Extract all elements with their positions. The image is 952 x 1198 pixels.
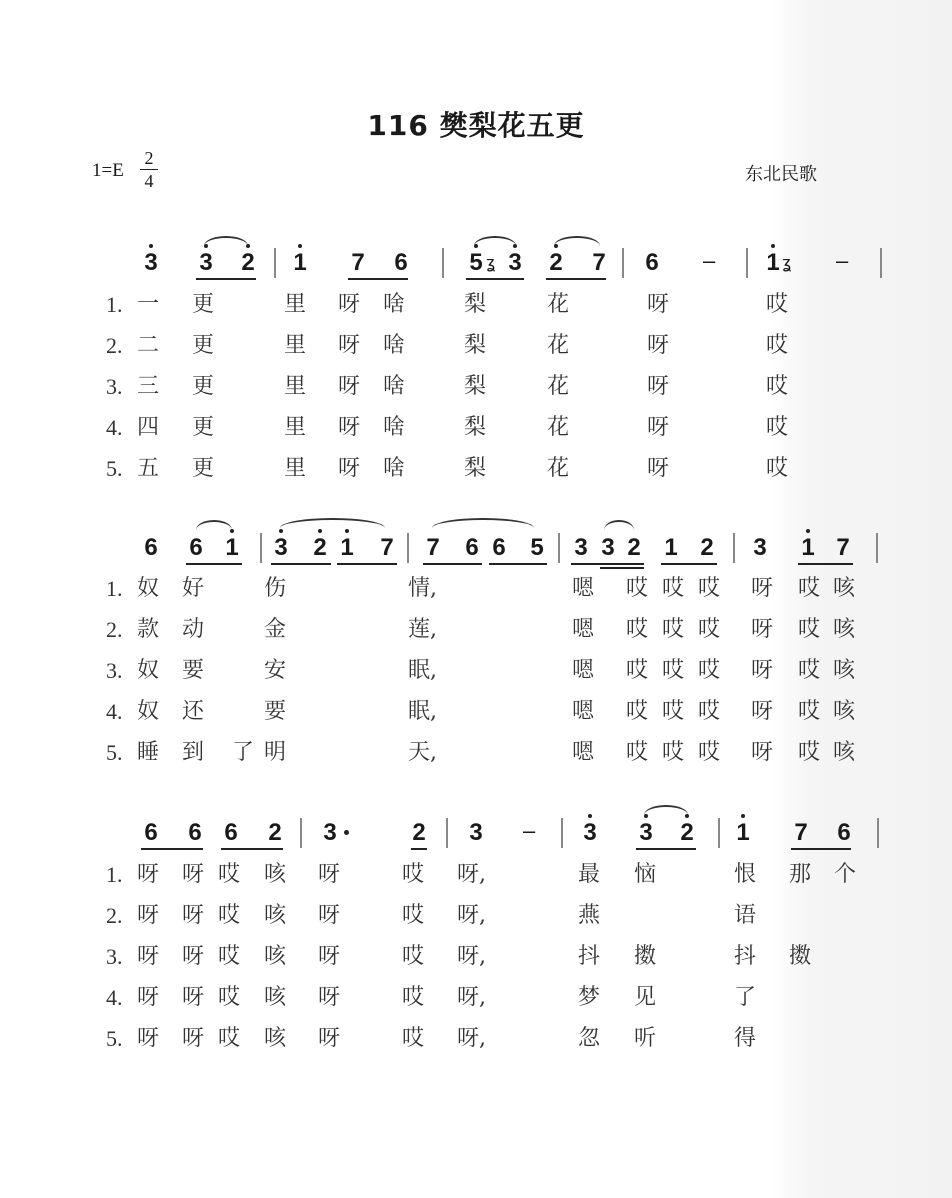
bar-line xyxy=(446,818,448,848)
lyric: 二 xyxy=(137,333,160,358)
note: 3 xyxy=(508,249,522,276)
lyric: 奴 xyxy=(137,576,160,601)
lyric: 奴 xyxy=(137,658,160,683)
lyric: 擞 xyxy=(634,944,657,969)
lyric: 哎 xyxy=(662,658,685,683)
lyric: 莲, xyxy=(408,617,437,642)
lyric: 哎 xyxy=(402,1026,425,1051)
lyric: 嗯 xyxy=(572,740,595,765)
verse-number: 2. xyxy=(106,903,123,928)
lyric: 了 xyxy=(232,740,255,765)
high-octave-dot xyxy=(345,529,349,533)
lyric: 哎 xyxy=(766,456,789,481)
lyric: 款 xyxy=(137,617,160,642)
lyric: 哎 xyxy=(662,617,685,642)
lyric: 那 xyxy=(789,862,812,887)
note: 3 xyxy=(144,249,158,276)
lyric: 呀 xyxy=(137,985,160,1010)
lyric: 明 xyxy=(264,740,287,765)
lyric: 咳 xyxy=(833,617,856,642)
lyric: 呀 xyxy=(318,985,341,1010)
lyric: 呀 xyxy=(338,292,361,317)
note: 3 xyxy=(753,534,767,561)
lyric: 伤 xyxy=(264,576,287,601)
lyric: 咳 xyxy=(264,944,287,969)
verse-number: 4. xyxy=(106,415,123,440)
lyric: 咳 xyxy=(264,1026,287,1051)
lyric: 动 xyxy=(182,617,205,642)
note: 1 xyxy=(736,819,750,846)
lyric: 哎 xyxy=(402,862,425,887)
slur xyxy=(644,805,688,815)
note: 6 xyxy=(645,249,659,276)
note: 3 xyxy=(574,534,588,561)
lyric: 呀 xyxy=(137,903,160,928)
high-octave-dot xyxy=(588,814,592,818)
bar-line xyxy=(407,533,409,563)
time-sig-line xyxy=(140,169,158,170)
note: 2 xyxy=(549,249,563,276)
lyric: 哎 xyxy=(698,699,721,724)
lyric: 哎 xyxy=(662,576,685,601)
lyric: 哎 xyxy=(626,576,649,601)
time-signature xyxy=(140,148,158,191)
high-octave-dot xyxy=(771,244,775,248)
lyric: 哎 xyxy=(698,658,721,683)
sixteenth-underline xyxy=(600,567,644,569)
eighth-underline xyxy=(186,563,242,565)
note: 6 xyxy=(394,249,408,276)
lyric: 里 xyxy=(284,333,307,358)
lyric: 呀 xyxy=(751,576,774,601)
lyric: 哎 xyxy=(402,944,425,969)
bar-line xyxy=(442,248,444,278)
bar-line xyxy=(558,533,560,563)
lyric: 哎 xyxy=(698,740,721,765)
lyric: 情, xyxy=(408,576,437,601)
lyric: 梦 xyxy=(578,985,601,1010)
lyric: 哎 xyxy=(662,740,685,765)
extension-dash: – xyxy=(523,818,536,843)
slur xyxy=(280,518,385,528)
bar-line xyxy=(876,533,878,563)
lyric: 呀 xyxy=(338,456,361,481)
note: 3 xyxy=(639,819,653,846)
lyric: 哎 xyxy=(798,576,821,601)
verse-number: 3. xyxy=(106,374,123,399)
lyric: 呀 xyxy=(647,292,670,317)
lyric: 哎 xyxy=(218,903,241,928)
lyric: 呀 xyxy=(647,374,670,399)
bar-line xyxy=(622,248,624,278)
bar-line xyxy=(718,818,720,848)
note: 3 xyxy=(601,534,615,561)
lyric: 呀 xyxy=(751,617,774,642)
lyric: 梨 xyxy=(464,292,487,317)
lyric: 呀 xyxy=(137,944,160,969)
lyric: 哎 xyxy=(766,333,789,358)
lyric: 呀 xyxy=(318,862,341,887)
lyric: 呀, xyxy=(457,985,486,1010)
lyric: 嗯 xyxy=(572,658,595,683)
lyric: 燕 xyxy=(578,903,601,928)
key-signature: 1=E xyxy=(92,160,124,181)
note: 3 xyxy=(274,534,288,561)
lyric: 哎 xyxy=(218,985,241,1010)
extension-dash: – xyxy=(703,248,716,273)
verse-number: 3. xyxy=(106,658,123,683)
lyric: 咳 xyxy=(264,862,287,887)
lyric: 咳 xyxy=(833,699,856,724)
lyric: 抖 xyxy=(578,944,601,969)
time-sig-bottom: 4 xyxy=(144,171,154,191)
lyric: 呀 xyxy=(338,415,361,440)
lyric: 安 xyxy=(264,658,287,683)
lyric: 恨 xyxy=(734,862,757,887)
lyric: 呀 xyxy=(182,903,205,928)
lyric: 擞 xyxy=(789,944,812,969)
lyric: 奴 xyxy=(137,699,160,724)
lyric: 哎 xyxy=(218,1026,241,1051)
note: 1 xyxy=(293,249,307,276)
lyric: 哎 xyxy=(766,415,789,440)
lyric: 咳 xyxy=(264,903,287,928)
lyric: 四 xyxy=(137,415,160,440)
lyric: 呀, xyxy=(457,903,486,928)
lyric: 花 xyxy=(547,374,570,399)
note: 2 xyxy=(700,534,714,561)
lyric: 哎 xyxy=(626,658,649,683)
trill-mark: ʓ xyxy=(486,253,496,272)
trill-mark: ʓ xyxy=(782,253,792,272)
lyric: 呀, xyxy=(457,1026,486,1051)
verse-number: 4. xyxy=(106,699,123,724)
note: 3 xyxy=(583,819,597,846)
lyric: 呀, xyxy=(457,944,486,969)
high-octave-dot xyxy=(806,529,810,533)
lyric: 里 xyxy=(284,415,307,440)
note: 2 xyxy=(313,534,327,561)
bar-line xyxy=(300,818,302,848)
lyric: 呀 xyxy=(751,740,774,765)
lyric: 了 xyxy=(734,985,757,1010)
lyric: 嗯 xyxy=(572,576,595,601)
lyric: 金 xyxy=(264,617,287,642)
lyric: 三 xyxy=(137,374,160,399)
eighth-underline xyxy=(423,563,482,565)
note: 2 xyxy=(412,819,426,846)
lyric: 到 xyxy=(182,740,205,765)
lyric: 梨 xyxy=(464,374,487,399)
note: 2 xyxy=(268,819,282,846)
note: 7 xyxy=(380,534,394,561)
bar-line xyxy=(561,818,563,848)
high-octave-dot xyxy=(298,244,302,248)
lyric: 花 xyxy=(547,415,570,440)
note: 1 xyxy=(225,534,239,561)
lyric: 呀 xyxy=(751,658,774,683)
note: 2 xyxy=(241,249,255,276)
verse-number: 5. xyxy=(106,456,123,481)
lyric: 个 xyxy=(834,862,857,887)
lyric: 哎 xyxy=(662,699,685,724)
note: 7 xyxy=(794,819,808,846)
note: 1 xyxy=(766,249,780,276)
lyric: 还 xyxy=(182,699,205,724)
eighth-underline xyxy=(348,278,408,280)
slur xyxy=(474,236,516,246)
lyric: 哎 xyxy=(698,617,721,642)
lyric: 里 xyxy=(284,374,307,399)
eighth-underline xyxy=(661,563,717,565)
lyric: 啥 xyxy=(383,374,406,399)
lyric: 要 xyxy=(264,699,287,724)
lyric: 呀 xyxy=(647,333,670,358)
lyric: 最 xyxy=(578,862,601,887)
note: 6 xyxy=(837,819,851,846)
note: 6 xyxy=(224,819,238,846)
lyric: 啥 xyxy=(383,415,406,440)
lyric: 花 xyxy=(547,333,570,358)
lyric: 呀 xyxy=(182,944,205,969)
lyric: 嗯 xyxy=(572,617,595,642)
lyric: 咳 xyxy=(833,658,856,683)
lyric: 哎 xyxy=(402,985,425,1010)
note: 2 xyxy=(680,819,694,846)
lyric: 梨 xyxy=(464,456,487,481)
lyric: 花 xyxy=(547,292,570,317)
bar-line xyxy=(274,248,276,278)
verse-number: 3. xyxy=(106,944,123,969)
lyric: 哎 xyxy=(402,903,425,928)
note: 1 xyxy=(340,534,354,561)
lyric: 呀, xyxy=(457,862,486,887)
slur xyxy=(554,236,600,246)
note: 6 xyxy=(188,819,202,846)
note: 1 xyxy=(801,534,815,561)
lyric: 呀 xyxy=(647,456,670,481)
eighth-underline xyxy=(271,563,331,565)
eighth-underline xyxy=(489,563,547,565)
lyric: 啥 xyxy=(383,456,406,481)
lyric: 语 xyxy=(734,903,757,928)
eighth-underline xyxy=(791,848,851,850)
augmentation-dot xyxy=(344,830,349,835)
eighth-underline xyxy=(141,848,203,850)
lyric: 哎 xyxy=(798,740,821,765)
note: 7 xyxy=(836,534,850,561)
lyric: 好 xyxy=(182,576,205,601)
verse-number: 5. xyxy=(106,1026,123,1051)
eighth-underline xyxy=(798,563,853,565)
note: 3 xyxy=(199,249,213,276)
verse-number: 1. xyxy=(106,862,123,887)
lyric: 呀 xyxy=(318,944,341,969)
lyric: 呀 xyxy=(318,903,341,928)
eighth-underline xyxy=(221,848,283,850)
lyric: 哎 xyxy=(218,944,241,969)
high-octave-dot xyxy=(318,529,322,533)
lyric: 花 xyxy=(547,456,570,481)
lyric: 听 xyxy=(634,1026,657,1051)
lyric: 哎 xyxy=(698,576,721,601)
note: 2 xyxy=(627,534,641,561)
note: 3 xyxy=(469,819,483,846)
lyric: 哎 xyxy=(766,374,789,399)
note: 6 xyxy=(465,534,479,561)
eighth-underline xyxy=(196,278,256,280)
high-octave-dot xyxy=(279,529,283,533)
eighth-underline xyxy=(466,278,524,280)
lyric: 更 xyxy=(192,374,215,399)
lyric: 五 xyxy=(137,456,160,481)
eighth-underline xyxy=(337,563,397,565)
lyric: 哎 xyxy=(798,658,821,683)
lyric: 更 xyxy=(192,415,215,440)
bar-line xyxy=(260,533,262,563)
lyric: 抖 xyxy=(734,944,757,969)
lyric: 更 xyxy=(192,292,215,317)
lyric: 里 xyxy=(284,456,307,481)
lyric: 睡 xyxy=(137,740,160,765)
lyric: 哎 xyxy=(626,699,649,724)
lyric: 里 xyxy=(284,292,307,317)
lyric: 呀 xyxy=(182,1026,205,1051)
lyric: 得 xyxy=(734,1026,757,1051)
eighth-underline xyxy=(546,278,606,280)
lyric: 哎 xyxy=(626,740,649,765)
note: 5 xyxy=(530,534,544,561)
lyric: 呀 xyxy=(137,862,160,887)
note: 1 xyxy=(664,534,678,561)
lyric: 眠, xyxy=(408,658,437,683)
lyric: 啥 xyxy=(383,333,406,358)
bar-line xyxy=(746,248,748,278)
note: 6 xyxy=(144,819,158,846)
lyric: 啥 xyxy=(383,292,406,317)
lyric: 忽 xyxy=(578,1026,601,1051)
bar-line xyxy=(877,818,879,848)
lyric: 眠, xyxy=(408,699,437,724)
slur xyxy=(196,520,232,530)
lyric: 呀 xyxy=(182,862,205,887)
lyric: 哎 xyxy=(798,617,821,642)
lyric: 呀 xyxy=(318,1026,341,1051)
bar-line xyxy=(880,248,882,278)
song-origin: 东北民歌 xyxy=(745,164,817,185)
note: 6 xyxy=(144,534,158,561)
note: 7 xyxy=(592,249,606,276)
verse-number: 2. xyxy=(106,617,123,642)
slur xyxy=(604,520,634,530)
lyric: 一 xyxy=(137,292,160,317)
note: 7 xyxy=(426,534,440,561)
note: 5 xyxy=(469,249,483,276)
lyric: 哎 xyxy=(218,862,241,887)
lyric: 更 xyxy=(192,456,215,481)
verse-number: 1. xyxy=(106,576,123,601)
note: 3 xyxy=(323,819,337,846)
slur xyxy=(432,518,534,528)
lyric: 咳 xyxy=(264,985,287,1010)
lyric: 哎 xyxy=(766,292,789,317)
lyric: 要 xyxy=(182,658,205,683)
time-sig-top: 2 xyxy=(144,148,154,168)
lyric: 呀 xyxy=(338,374,361,399)
slur xyxy=(204,236,248,246)
lyric: 嗯 xyxy=(572,699,595,724)
lyric: 哎 xyxy=(626,617,649,642)
high-octave-dot xyxy=(149,244,153,248)
lyric: 梨 xyxy=(464,333,487,358)
lyric: 更 xyxy=(192,333,215,358)
lyric: 天, xyxy=(408,740,437,765)
verse-number: 2. xyxy=(106,333,123,358)
verse-number: 1. xyxy=(106,292,123,317)
verse-number: 5. xyxy=(106,740,123,765)
lyric: 呀 xyxy=(338,333,361,358)
lyric: 呀 xyxy=(647,415,670,440)
bar-line xyxy=(733,533,735,563)
lyric: 见 xyxy=(634,985,657,1010)
eighth-underline xyxy=(411,848,427,850)
lyric: 梨 xyxy=(464,415,487,440)
lyric: 呀 xyxy=(182,985,205,1010)
lyric: 呀 xyxy=(137,1026,160,1051)
extension-dash: – xyxy=(836,248,849,273)
lyric: 呀 xyxy=(751,699,774,724)
lyric: 哎 xyxy=(798,699,821,724)
eighth-underline xyxy=(636,848,696,850)
note: 7 xyxy=(351,249,365,276)
lyric: 咳 xyxy=(833,576,856,601)
high-octave-dot xyxy=(741,814,745,818)
eighth-underline xyxy=(571,563,644,565)
lyric: 咳 xyxy=(833,740,856,765)
note: 6 xyxy=(189,534,203,561)
lyric: 恼 xyxy=(634,862,657,887)
song-title: 116 樊梨花五更 xyxy=(367,109,585,142)
verse-number: 4. xyxy=(106,985,123,1010)
note: 6 xyxy=(492,534,506,561)
